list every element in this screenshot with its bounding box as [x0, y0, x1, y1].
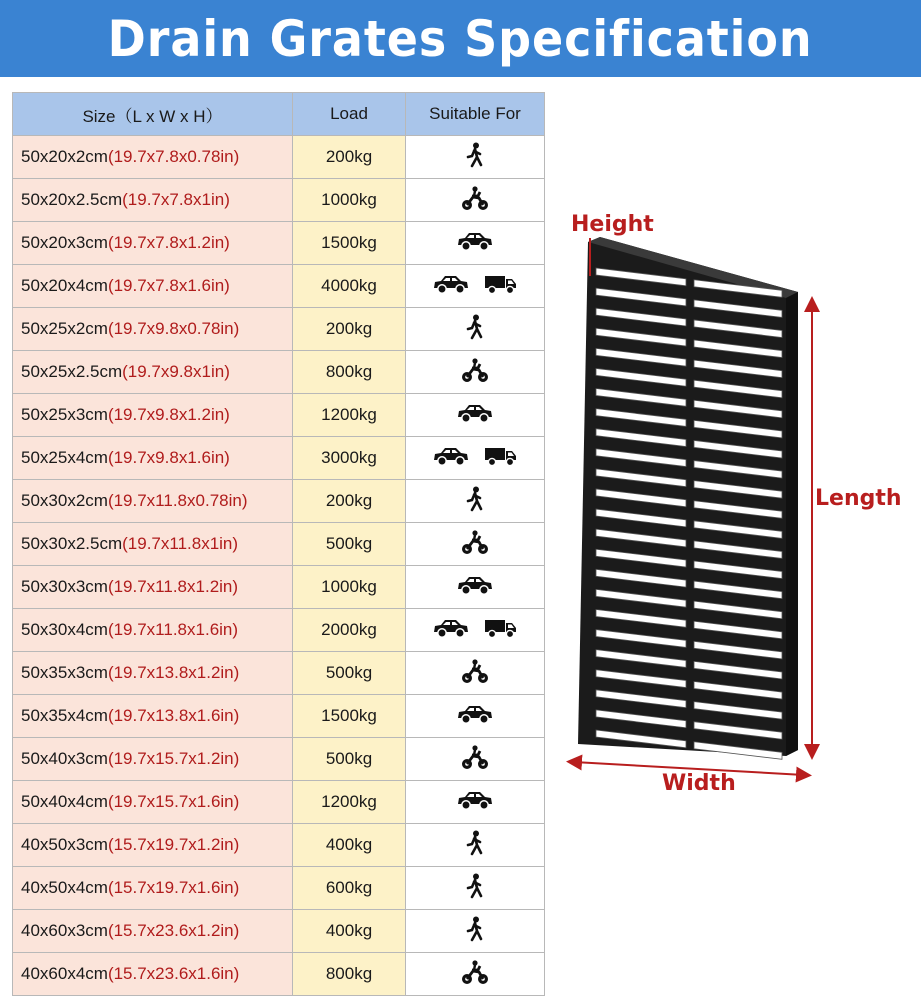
size-cm: 50x20x4cm	[21, 276, 108, 295]
motorcycle-icon	[461, 529, 489, 555]
spec-table	[12, 92, 545, 996]
load-cell: 600kg	[293, 867, 406, 910]
car-icon	[456, 789, 494, 811]
size-cell	[13, 781, 293, 824]
table-row	[13, 695, 545, 738]
size-inches: (19.7x15.7x1.6in)	[107, 792, 240, 811]
table-row	[13, 351, 545, 394]
size-cm: 50x35x3cm	[21, 663, 108, 682]
size-inches: (15.7x19.7x1.6in)	[107, 878, 240, 897]
table-body	[13, 136, 545, 996]
size-cm: 50x30x3cm	[21, 577, 108, 596]
suitable-for-cell	[406, 394, 545, 437]
table-row	[13, 867, 545, 910]
pedestrian-icon	[465, 916, 485, 942]
truck-icon	[484, 617, 518, 639]
load-cell: 800kg	[293, 351, 406, 394]
table-row	[13, 136, 545, 179]
size-cm: 50x35x4cm	[21, 706, 108, 725]
size-cm: 50x30x4cm	[21, 620, 108, 639]
suitable-for-cell	[406, 695, 545, 738]
size-inches: (19.7x11.8x0.78in)	[107, 491, 248, 510]
load-cell: 500kg	[293, 523, 406, 566]
load-cell: 800kg	[293, 953, 406, 996]
size-cm: 40x50x3cm	[21, 835, 108, 854]
size-cm: 50x25x2.5cm	[21, 362, 123, 381]
header-load: Load	[293, 93, 406, 136]
pedestrian-icon	[465, 142, 485, 168]
suitable-for-cell	[406, 437, 545, 480]
size-cell	[13, 910, 293, 953]
car-icon	[456, 574, 494, 596]
car-icon	[432, 617, 470, 639]
grate-body	[578, 237, 798, 759]
size-cell	[13, 652, 293, 695]
size-inches: (19.7x7.8x1.6in)	[107, 276, 230, 295]
load-cell: 4000kg	[293, 265, 406, 308]
motorcycle-icon	[461, 357, 489, 383]
pedestrian-icon	[465, 830, 485, 856]
load-cell: 200kg	[293, 480, 406, 523]
size-cm: 50x20x2cm	[21, 147, 108, 166]
suitable-for-cell	[406, 652, 545, 695]
suitable-for-cell	[406, 824, 545, 867]
truck-icon	[484, 445, 518, 467]
table-row	[13, 738, 545, 781]
size-cell	[13, 867, 293, 910]
size-cm: 50x25x2cm	[21, 319, 108, 338]
car-icon	[456, 402, 494, 424]
table-row	[13, 781, 545, 824]
load-cell: 1000kg	[293, 179, 406, 222]
car-icon	[432, 445, 470, 467]
load-cell: 1500kg	[293, 695, 406, 738]
load-cell: 1500kg	[293, 222, 406, 265]
motorcycle-icon	[461, 658, 489, 684]
size-cell	[13, 523, 293, 566]
pedestrian-icon	[465, 486, 485, 512]
size-inches: (19.7x9.8x1.6in)	[107, 448, 230, 467]
table-row	[13, 437, 545, 480]
suitable-for-cell	[406, 179, 545, 222]
table-row	[13, 179, 545, 222]
suitable-for-cell	[406, 566, 545, 609]
suitable-for-cell	[406, 953, 545, 996]
truck-icon	[484, 273, 518, 295]
size-inches: (19.7x7.8x1in)	[122, 190, 230, 209]
suitable-for-cell	[406, 308, 545, 351]
load-cell: 400kg	[293, 910, 406, 953]
car-icon	[456, 703, 494, 725]
load-cell: 500kg	[293, 738, 406, 781]
suitable-for-cell	[406, 910, 545, 953]
size-inches: (19.7x7.8x0.78in)	[107, 147, 240, 166]
page-title: Drain Grates Specification	[108, 9, 813, 68]
table-row	[13, 265, 545, 308]
table-row	[13, 523, 545, 566]
size-cell	[13, 394, 293, 437]
suitable-for-cell	[406, 523, 545, 566]
size-cm: 50x30x2.5cm	[21, 534, 123, 553]
length-label: Length	[815, 486, 902, 511]
header-suitable-for: Suitable For	[406, 93, 545, 136]
size-cell	[13, 609, 293, 652]
load-cell: 1200kg	[293, 394, 406, 437]
size-cm: 50x25x4cm	[21, 448, 108, 467]
load-cell: 1200kg	[293, 781, 406, 824]
size-cm: 50x20x2.5cm	[21, 190, 123, 209]
size-cell	[13, 437, 293, 480]
size-inches: (19.7x11.8x1.6in)	[107, 620, 239, 639]
size-cell	[13, 265, 293, 308]
size-cell	[13, 351, 293, 394]
suitable-for-cell	[406, 781, 545, 824]
size-cm: 50x40x4cm	[21, 792, 108, 811]
load-cell: 1000kg	[293, 566, 406, 609]
size-cell	[13, 953, 293, 996]
table-row	[13, 910, 545, 953]
size-cm: 40x60x4cm	[21, 964, 108, 983]
table-row	[13, 222, 545, 265]
load-cell: 500kg	[293, 652, 406, 695]
size-cm: 50x25x3cm	[21, 405, 108, 424]
pedestrian-icon	[465, 873, 485, 899]
size-cm: 50x40x3cm	[21, 749, 108, 768]
size-inches: (19.7x15.7x1.2in)	[107, 749, 240, 768]
load-cell: 3000kg	[293, 437, 406, 480]
size-inches: (15.7x19.7x1.2in)	[107, 835, 240, 854]
suitable-for-cell	[406, 609, 545, 652]
suitable-for-cell	[406, 222, 545, 265]
size-inches: (19.7x9.8x0.78in)	[107, 319, 240, 338]
size-cm: 50x20x3cm	[21, 233, 108, 252]
size-cell	[13, 222, 293, 265]
table-row	[13, 652, 545, 695]
load-cell: 200kg	[293, 136, 406, 179]
size-inches: (19.7x7.8x1.2in)	[107, 233, 230, 252]
table-row	[13, 566, 545, 609]
table-row	[13, 480, 545, 523]
table-row	[13, 824, 545, 867]
table-row	[13, 609, 545, 652]
size-cm: 40x50x4cm	[21, 878, 108, 897]
size-inches: (19.7x11.8x1in)	[122, 534, 239, 553]
size-inches: (15.7x23.6x1.2in)	[107, 921, 240, 940]
table-header-row	[13, 93, 545, 136]
size-cell	[13, 480, 293, 523]
load-cell: 400kg	[293, 824, 406, 867]
motorcycle-icon	[461, 959, 489, 985]
table-row	[13, 308, 545, 351]
suitable-for-cell	[406, 738, 545, 781]
size-inches: (15.7x23.6x1.6in)	[107, 964, 240, 983]
size-cell	[13, 179, 293, 222]
size-cell	[13, 136, 293, 179]
size-inches: (19.7x9.8x1.2in)	[107, 405, 230, 424]
pedestrian-icon	[465, 314, 485, 340]
car-icon	[456, 230, 494, 252]
motorcycle-icon	[461, 744, 489, 770]
table-row	[13, 394, 545, 437]
title-banner	[0, 0, 921, 77]
header-size: Size（L x W x H）	[13, 93, 293, 136]
suitable-for-cell	[406, 351, 545, 394]
suitable-for-cell	[406, 480, 545, 523]
size-cm: 50x30x2cm	[21, 491, 108, 510]
load-cell: 200kg	[293, 308, 406, 351]
size-inches: (19.7x13.8x1.2in)	[107, 663, 240, 682]
table-row	[13, 953, 545, 996]
suitable-for-cell	[406, 136, 545, 179]
size-inches: (19.7x9.8x1in)	[122, 362, 230, 381]
car-icon	[432, 273, 470, 295]
suitable-for-cell	[406, 265, 545, 308]
size-cell	[13, 824, 293, 867]
size-cell	[13, 566, 293, 609]
width-label: Width	[662, 771, 736, 796]
load-cell: 2000kg	[293, 609, 406, 652]
suitable-for-cell	[406, 867, 545, 910]
size-cell	[13, 308, 293, 351]
size-cell	[13, 695, 293, 738]
size-inches: (19.7x13.8x1.6in)	[107, 706, 240, 725]
size-cm: 40x60x3cm	[21, 921, 108, 940]
motorcycle-icon	[461, 185, 489, 211]
size-cell	[13, 738, 293, 781]
size-inches: (19.7x11.8x1.2in)	[107, 577, 239, 596]
height-label: Height	[571, 212, 654, 237]
